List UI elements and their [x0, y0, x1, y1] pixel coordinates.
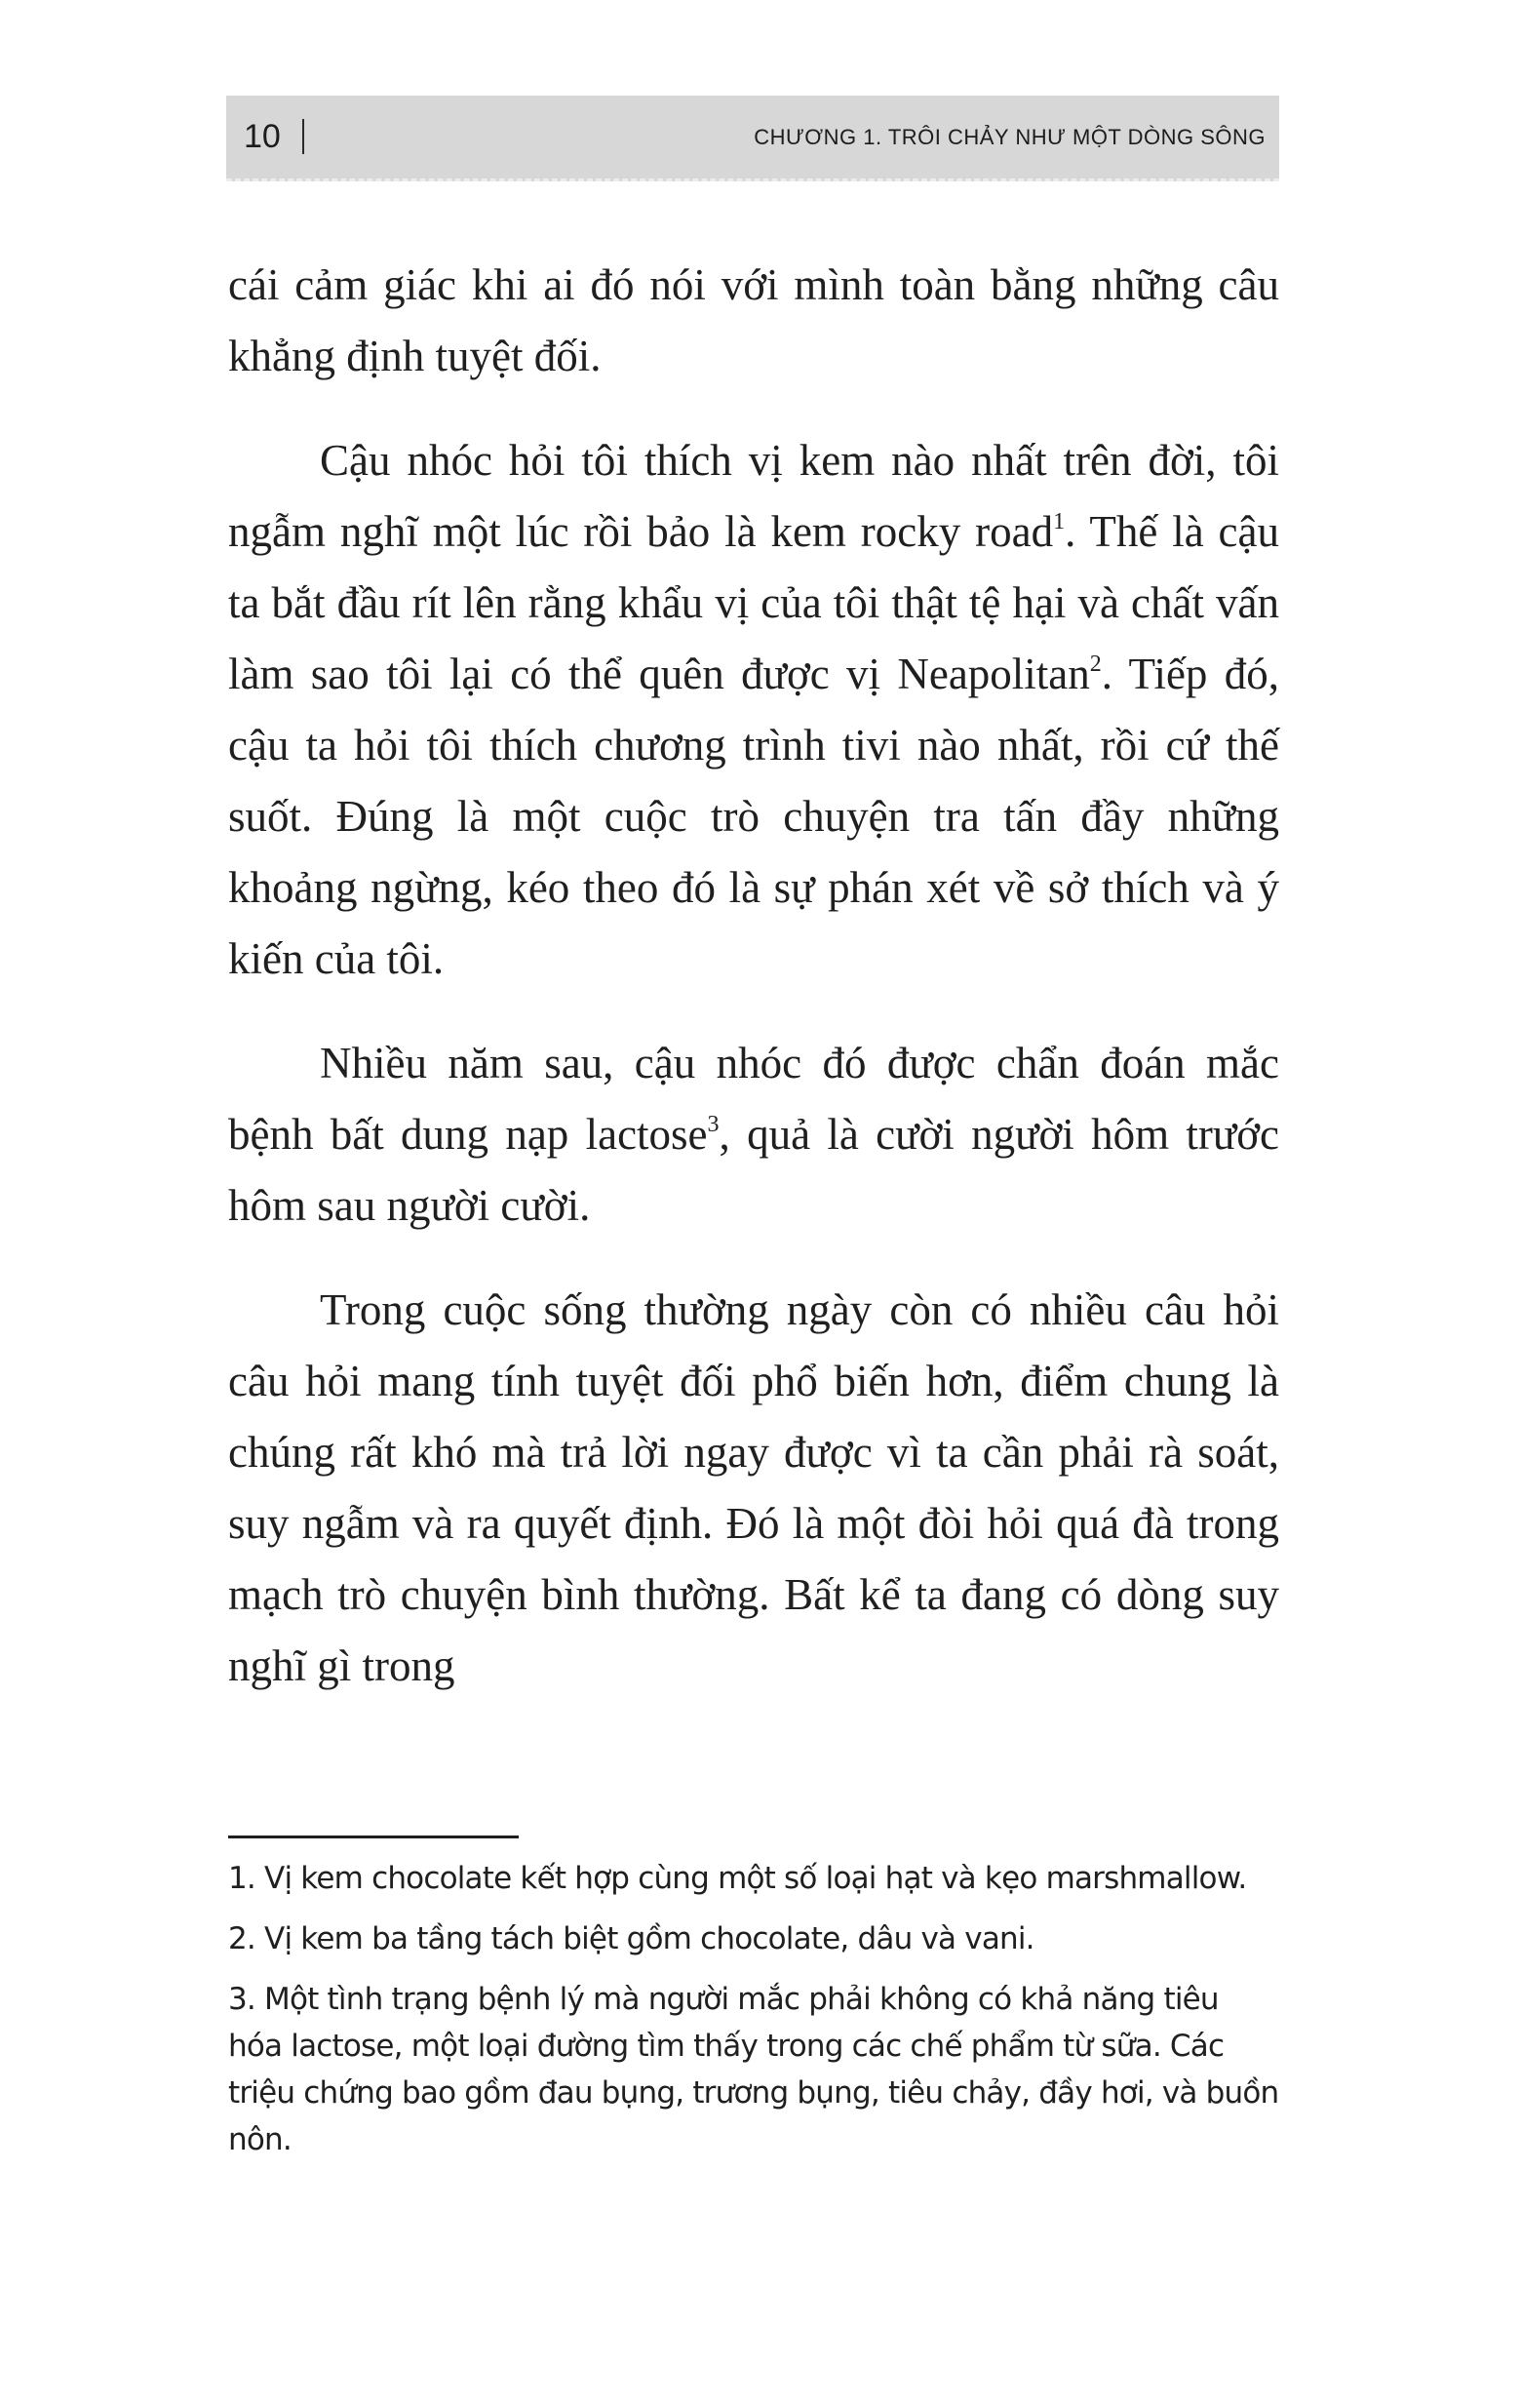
paragraph-2-text-b: . Thế là cậu ta bắt đầu rít lên rằng khẩu vị của tôi thật tệ hại và chất vấn làm sao tôi lại có thể quên được vị Neapolitan	[228, 507, 1279, 698]
paragraph-4	[228, 1275, 1279, 1702]
running-header	[226, 96, 1279, 181]
paragraph-3	[228, 1028, 1279, 1242]
footnote-separator	[228, 1836, 519, 1838]
paragraph-3-text-a: Nhiều năm sau, cậu nhóc đó được chẩn đoán mắc bệnh bất dung nạp lactose	[228, 1039, 1279, 1159]
footnote-ref-2: 2	[1089, 651, 1102, 677]
header-divider	[302, 119, 304, 154]
paragraph-3-text-b: , quả là cười người hôm trước hôm sau người cười.	[228, 1110, 1280, 1230]
footnotes	[228, 1855, 1279, 2177]
footnote-ref-1: 1	[1053, 509, 1066, 534]
paragraph-2	[228, 425, 1279, 995]
footnote-1: 1. Vị kem chocolate kết hợp cùng một số loại hạt và kẹo marshmallow.	[228, 1861, 1247, 1896]
paragraph-1	[228, 250, 1279, 392]
footnote-2: 2. Vị kem ba tầng tách biệt gồm chocolate, dâu và vani.	[228, 1921, 1034, 1956]
paragraph-2-text-a: Cậu nhóc hỏi tôi thích vị kem nào nhất trên đời, tôi ngẫm nghĩ một lúc rồi bảo là kem rocky road	[228, 436, 1279, 556]
footnote-ref-3: 3	[707, 1112, 720, 1137]
paragraph-2-text-c: . Tiếp đó, cậu ta hỏi tôi thích chương trình tivi nào nhất, rồi cứ thế suốt. Đúng là một cuộc trò chuyện tra tấn đầy những khoảng ngừng, kéo theo đó là sự phán xét về sở thích và ý kiến của tôi.	[228, 650, 1279, 983]
paragraph-1-text: cái cảm giác khi ai đó nói với mình toàn bằng những câu khẳng định tuyệt đối.	[228, 260, 1279, 380]
page-number: 10	[244, 118, 281, 155]
body-text	[228, 250, 1279, 1735]
footnote-3: 3. Một tình trạng bệnh lý mà người mắc phải không có khả năng tiêu hóa lactose, một loại đường tìm thấy trong các chế phẩm từ sữa. Các triệu chứng bao gồm đau bụng, trương bụng, tiêu chảy, đầy hơi, và buồn nôn.	[228, 1982, 1279, 2157]
chapter-title: CHƯƠNG 1. TRÔI CHẢY NHƯ MỘT DÒNG SÔNG	[754, 125, 1266, 149]
paragraph-4-text: Trong cuộc sống thường ngày còn có nhiều câu hỏi câu hỏi mang tính tuyệt đối phổ biến hơn, điểm chung là chúng rất khó mà trả lời ngay được vì ta cần phải rà soát, suy ngẫm và ra quyết định. Đó là một đòi hỏi quá đà trong mạch trò chuyện bình thường. Bất kể ta đang có dòng suy nghĩ gì trong	[228, 1285, 1279, 1690]
